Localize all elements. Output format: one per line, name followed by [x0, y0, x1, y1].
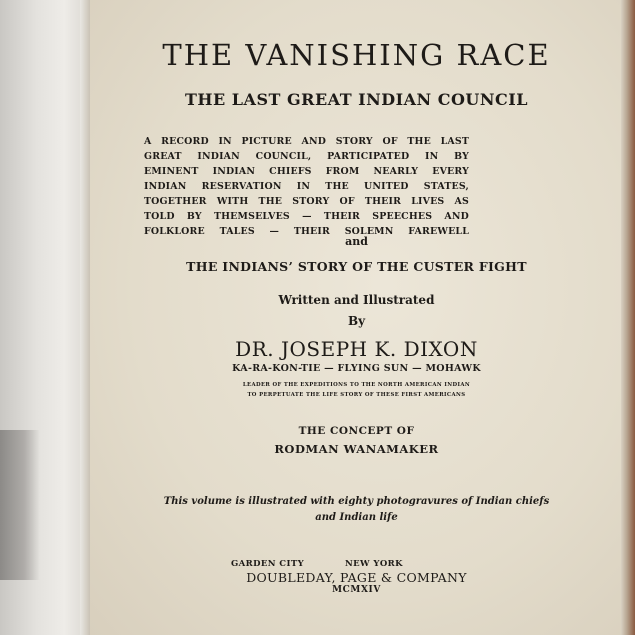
written-illustrated: Written and Illustrated — [278, 293, 435, 307]
record-line: INDIAN RESERVATION IN THE UNITED STATES, — [144, 181, 469, 192]
by-line: By — [347, 314, 366, 328]
illustration-line: and Indian life — [315, 512, 398, 523]
record-line: TOLD BY THEMSELVES — THEIR SPEECHES AND — [144, 211, 469, 222]
record-line: GREAT INDIAN COUNCIL, PARTICIPATED IN BY — [144, 151, 469, 162]
publication-year: MCMXIV — [332, 585, 381, 595]
indian-names: KA-RA-KON-TIE — FLYING SUN — MOHAWK — [232, 363, 481, 374]
record-description — [144, 134, 469, 239]
concept-label: THE CONCEPT OF — [298, 425, 415, 437]
book-subtitle: THE LAST GREAT INDIAN COUNCIL — [185, 90, 528, 109]
publisher-name: DOUBLEDAY, PAGE & COMPANY — [246, 570, 467, 585]
city-new-york: NEW YORK — [345, 559, 403, 569]
leader-line: TO PERPETUATE THE LIFE STORY OF THESE FIRST AMERICANS — [247, 392, 466, 398]
record-line: FOLKLORE TALES — THEIR SOLEMN FAREWELL — [144, 226, 469, 237]
leader-description — [90, 380, 623, 400]
rodman-name: RODMAN WANAMAKER — [274, 442, 439, 456]
book-title: THE VANISHING RACE — [162, 38, 551, 72]
record-line: EMINENT INDIAN CHIEFS FROM NEARLY EVERY — [144, 166, 469, 177]
author-name: DR. JOSEPH K. DIXON — [235, 337, 478, 361]
illustration-note — [90, 494, 623, 526]
frontispiece-shadow — [0, 430, 40, 580]
record-line: TOGETHER WITH THE STORY OF THEIR LIVES AS — [144, 196, 469, 207]
custer-heading: THE INDIANS’ STORY OF THE CUSTER FIGHT — [186, 259, 527, 274]
illustration-line: This volume is illustrated with eighty photogravures of Indian chiefs — [163, 496, 550, 507]
cover-edge — [621, 0, 635, 635]
leader-line: LEADER OF THE EXPEDITIONS TO THE NORTH AMERICAN INDIAN — [242, 382, 471, 388]
title-page — [90, 0, 623, 635]
and-connector: and — [345, 235, 368, 248]
city-garden-city: GARDEN CITY — [231, 559, 305, 569]
record-line: A RECORD IN PICTURE AND STORY OF THE LAST — [144, 136, 469, 147]
